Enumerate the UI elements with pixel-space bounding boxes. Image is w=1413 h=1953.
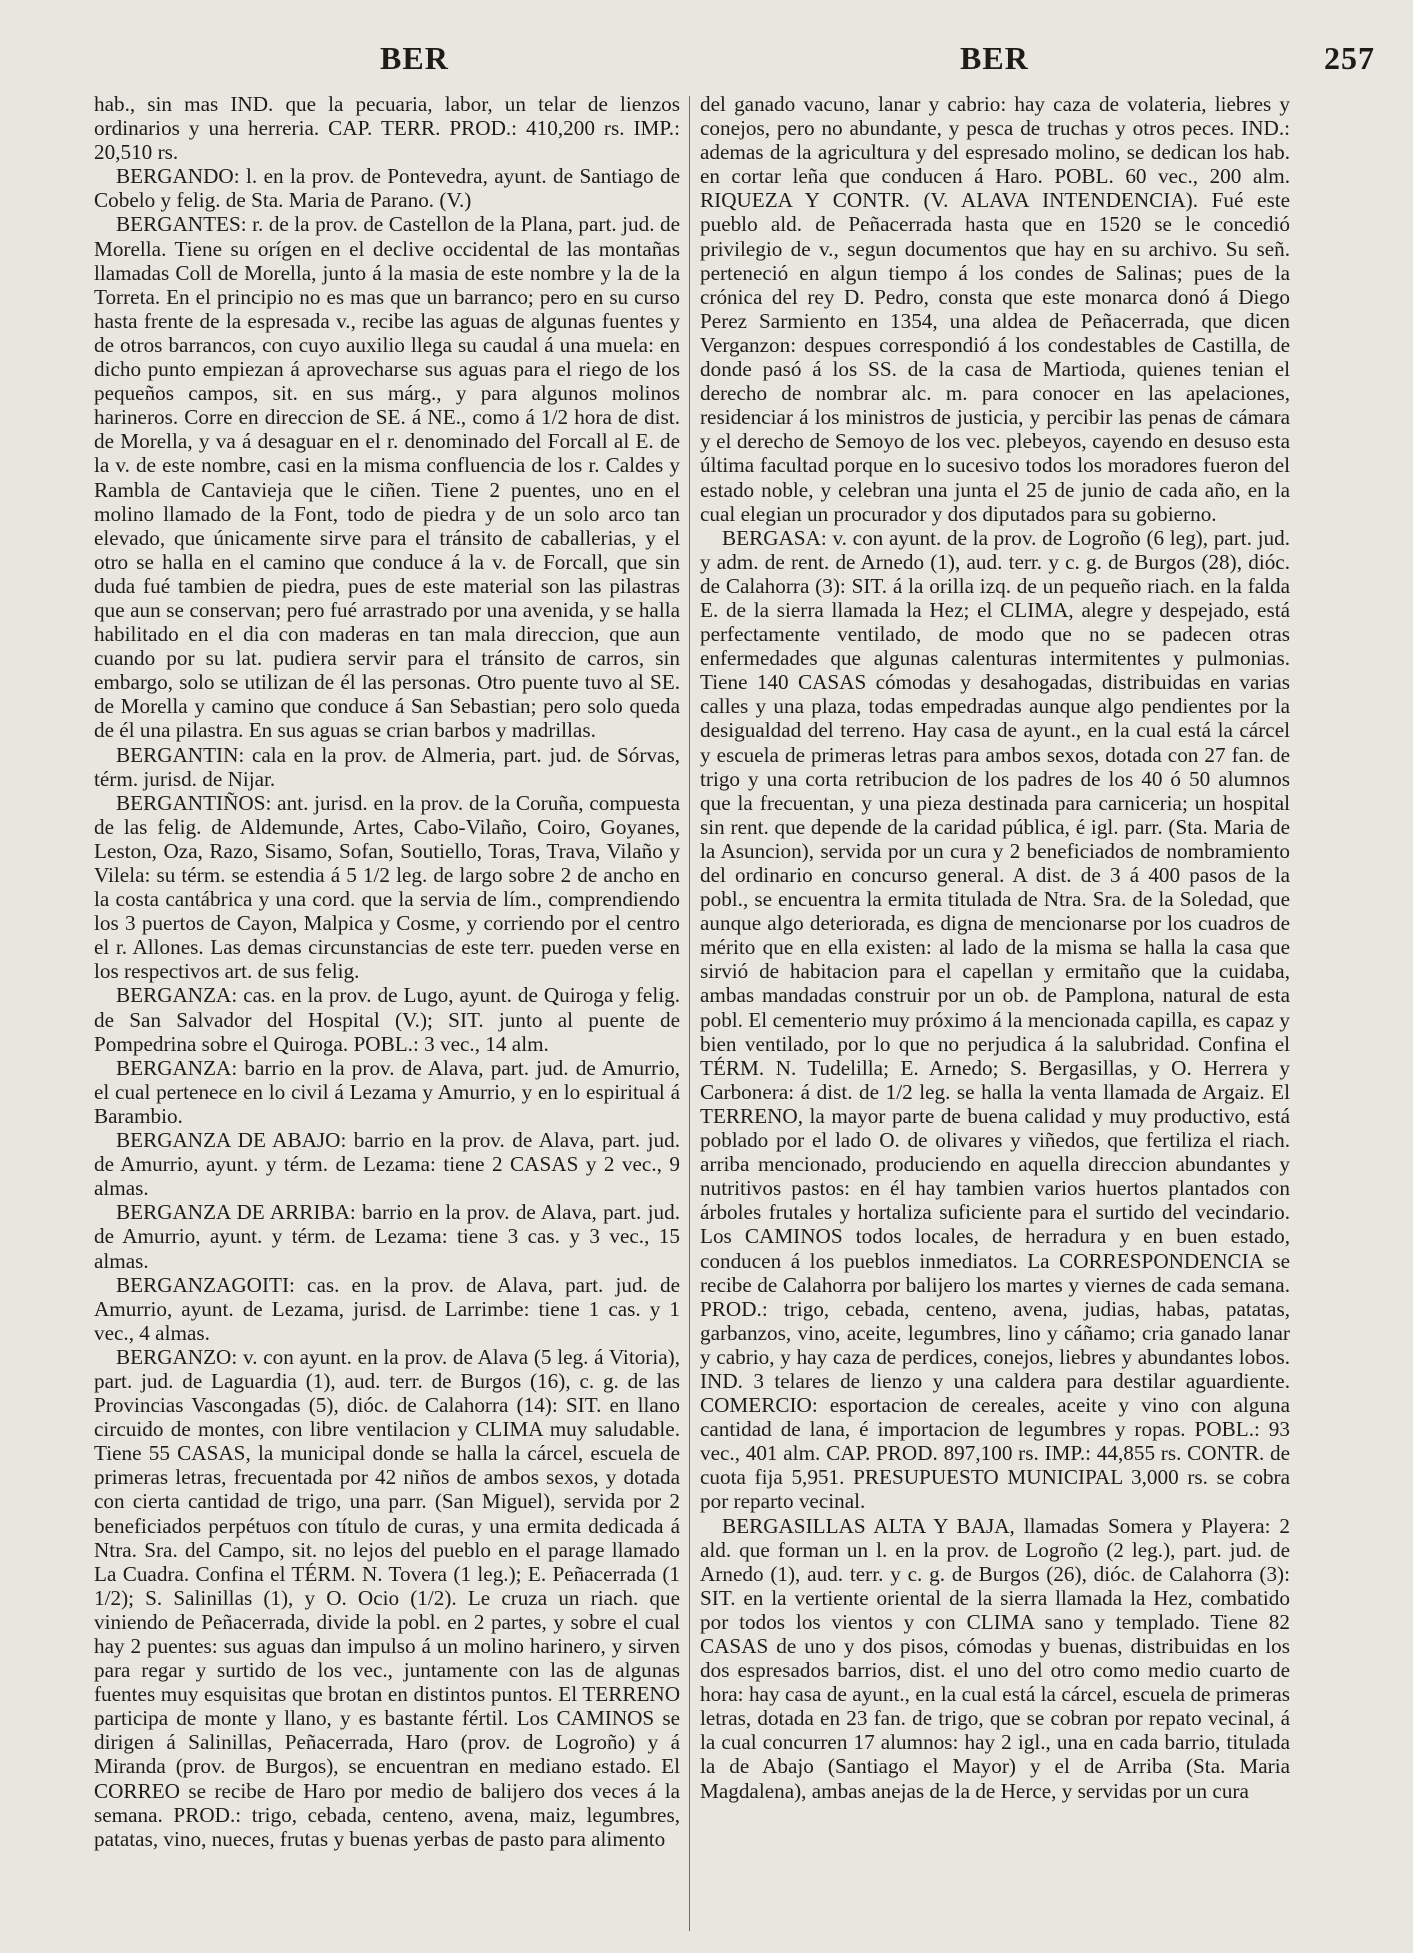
dictionary-entry: BERGASA: v. con ayunt. de la prov. de Logroño (6 leg), part. jud. y adm. de rent. de Arnedo (1), aud. terr. y c. g. de Burgos (28), dióc. de Calahorra (3): SIT. á la orilla izq. de un pequeño riach. en la falda E. de la sierra llamada la Hez; el CLIMA, alegre y despejado, está perfectamente ventilado, de modo que no se padecen otras enfermedades que algunas calenturas intermitentes y pulmonias. Tiene 140 CASAS cómodas y desahogadas, distribuidas en varias calles y una plaza, todas empedradas aunque algo pendientes por la desigualdad del terreno. Hay casa de ayunt., en la cual está la cárcel y escuela de primeras letras para ambos sexos, dotada con 27 fan. de trigo y una corta retribucion de los padres de los 40 ó 50 alumnos que la frecuentan, y una pieza destinada para carniceria; un hospital sin rent. que depende de la caridad pública, é igl. parr. (Sta. Maria de la Asuncion), servida por un cura y 2 beneficiados de nombramiento del ordinario en concurso general. A dist. de 3 á 400 pasos de la pobl., se encuentra la ermita titulada de Ntra. Sra. de la Soledad, que aunque algo deteriorada, es digna de mencionarse por los cuadros de mérito que en ella existen: al lado de la misma se halla la casa que sirvió de habitacion para el capellan y ermitaño que la cuidaba, ambas mandadas construir por un ob. de Pamplona, natural de esta pobl. El cementerio muy próximo á la mencionada capilla, es capaz y bien ventilado, por lo que no perjudica á la salubridad. Confina el TÉRM. N. Tudelilla; E. Arnedo; S. Bergasillas, y O. Herrera y Carbonera: á dist. de 1/2 leg. se halla la venta llamada de Argaiz. El TERRENO, la mayor parte de buena calidad y muy productivo, está poblado por el lado O. de olivares y viñedos, que fertiliza el riach. arriba mencionado, produciendo en aquella direccion abundantes y nutritivos pastos: en él hay tambien varios huertos plantados con árboles frutales y hortaliza suficiente para el surtido del vecindario. Los CAMINOS todos locales, de herradura y en buen estado, conducen á los pueblos inmediatos. La CORRESPONDENCIA se recibe de Calahorra por balijero los martes y viernes de cada semana. PROD.: trigo, cebada, centeno, avena, judias, habas, patatas, garbanzos, vino, aceite, legumbres, lino y cáñamo; cria ganado lanar y cabrio, y hay caza de perdices, conejos, liebres y abundantes lobos. IND. 3 telares de lienzo y una caldera para destilar aguardiente. COMERCIO: esportacion de cereales, aceite y vino con alguna cantidad de lana, é importacion de legumbres y ropas. POBL.: 93 vec., 401 alm. CAP. PROD. 897,100 rs. IMP.: 44,855 rs. CONTR. de cuota fija 5,951. PRESUPUESTO MUNICIPAL 3,000 rs. se cobra por reparto vecinal. xyxy=(700,525,1290,1514)
dictionary-entry: BERGANZA DE ABAJO: barrio en la prov. de Alava, part. jud. de Amurrio, ayunt. y térm. de Lezama: tiene 2 CASAS y 2 vec., 9 almas. xyxy=(94,1128,680,1201)
dictionary-entry: BERGANTES: r. de la prov. de Castellon de la Plana, part. jud. de Morella. Tiene su orígen en el declive occidental de las montañas llamadas Coll de Morella, junto á la masia de este nombre y la de la Torreta. En el principio no es mas que un barranco; pero en su curso hasta frente de la espresada v., recibe las aguas de algunas fuentes y de otros barrancos, con cuyo auxilio llega su caudal á una muela: en dicho punto empiezan á aprovecharse sus aguas para el riego de los pequeños campos, sit. en sus márg., y para algunos molinos harineros. Corre en direccion de SE. á NE., como á 1/2 hora de dist. de Morella, y va á desaguar en el r. denominado del Forcall al E. de la v. de este nombre, casi en la misma confluencia de los r. Caldes y Rambla de Cantavieja que le ciñen. Tiene 2 puentes, uno en el molino llamado de la Font, todo de piedra y de un solo arco tan elevado, que únicamente sirve para el tránsito de caballerias, y el otro se halla en el camino que conduce á la v. de Forcall, que sin duda fué tambien de piedra, pues de este material son las pilastras que aun se conservan; pero fué arrastrado por una avenida, y se halla habilitado en el dia con maderas en tan mala direccion, que aun cuando por su lat. pudiera servir para el tránsito de carros, sin embargo, solo se utilizan de él las personas. Otro puente tuvo al SE. de Morella y camino que conduce á San Sebastian; pero solo queda de él una pilastra. En sus aguas se crian barbos y madrillas. xyxy=(94,212,680,743)
dictionary-entry: BERGANZA DE ARRIBA: barrio en la prov. de Alava, part. jud. de Amurrio, ayunt. y térm. de Lezama: tiene 3 cas. y 3 vec., 15 almas. xyxy=(94,1200,680,1273)
entry-continuation: hab., sin mas IND. que la pecuaria, labor, un telar de lienzos ordinarios y una herreria. CAP. TERR. PROD.: 410,200 rs. IMP.: 20,510 rs. xyxy=(94,92,680,165)
right-column xyxy=(700,92,1290,1930)
dictionary-entry: BERGANZA: cas. en la prov. de Lugo, ayunt. de Quiroga y felig. de San Salvador del Hospital (V.); SIT. junto al puente de Pompedrina sobre el Quiroga. POBL.: 3 vec., 14 alm. xyxy=(94,983,680,1056)
left-column xyxy=(94,92,680,1930)
dictionary-entry: BERGASILLAS ALTA Y BAJA, llamadas Somera y Playera: 2 ald. que forman un l. en la prov. de Logroño (2 leg.), part. jud. de Arnedo (1), aud. terr. y c. g. de Burgos (26), dióc. de Calahorra (3): SIT. en la vertiente oriental de la sierra llamada la Hez, combatido por todos los vientos y con CLIMA sano y templado. Tiene 82 CASAS de uno y dos pisos, cómodas y buenas, distribuidas en los dos espresados barrios, dist. el uno del otro como medio cuarto de hora: hay casa de ayunt., en la cual está la cárcel, escuela de primeras letras, dotada en 23 fan. de trigo, que se cobran por repato vecinal, á la cual concurren 17 alumnos: hay 2 igl., una en cada barrio, titulada la de Abajo (Santiago el Mayor) y el de Arriba (Sta. Maria Magdalena), ambas anejas de la de Herce, y servidas por un cura xyxy=(700,1513,1290,1803)
dictionary-entry: BERGANDO: l. en la prov. de Pontevedra, ayunt. de Santiago de Cobelo y felig. de Sta. Maria de Parano. (V.) xyxy=(94,164,680,213)
entry-continuation: del ganado vacuno, lanar y cabrio: hay caza de volateria, liebres y conejos, pero no abundante, y pesca de truchas y otros peces. IND.: ademas de la agricultura y del espresado molino, se dedican los hab. en cortar leña que conducen á Haro. POBL. 60 vec., 200 alm. RIQUEZA Y CONTR. (V. ALAVA INTENDENCIA). Fué este pueblo ald. de Peñacerrada hasta que en 1520 se le concedió privilegio de v., segun documentos que hay en su archivo. Su señ. perteneció en algun tiempo á los condes de Salinas; pues de la crónica del rey D. Pedro, consta que este monarca donó á Diego Perez Sarmiento en 1354, una aldea de Peñacerrada, que dicen Verganzon: despues correspondió á los condestables de Castilla, de donde pasó á los SS. de la casa de Martioda, quienes tenian el derecho de nombrar alc. m. para conocer en las apelaciones, residenciar á los ministros de justicia, y percibir las penas de cámara y el derecho de Semoyo de los vec. plebeyos, cayendo en desuso esta última facultad porque en lo sucesivo todos los moradores fueron del estado noble, y celebran una junta el 25 de junio de cada año, en la cual elegian un procurador y dos diputados para su gobierno. xyxy=(700,92,1290,526)
dictionary-entry: BERGANTIN: cala en la prov. de Almeria, part. jud. de Sórvas, térm. jurisd. de Nijar. xyxy=(94,742,680,791)
dictionary-entry: BERGANTIÑOS: ant. jurisd. en la prov. de la Coruña, compuesta de las felig. de Aldemunde, Artes, Cabo-Vilaño, Coiro, Goyanes, Leston, Oza, Razo, Sisamo, Sofan, Soutiello, Toras, Trava, Vilaño y Vilela: su térm. se estendia á 5 1/2 leg. de largo sobre 2 de ancho en la costa cantábrica y una cord. que la servia de lím., comprendiendo los 3 puertos de Cayon, Malpica y Cosme, y corriendo por el centro el r. Allones. Las demas circunstancias de este terr. pueden verse en los respectivos art. de sus felig. xyxy=(94,790,680,984)
running-head-left: BER xyxy=(380,40,449,76)
running-head-right: BER xyxy=(960,40,1029,76)
page-number: 257 xyxy=(1324,40,1375,76)
dictionary-entry: BERGANZAGOITI: cas. en la prov. de Alava, part. jud. de Amurrio, ayunt. de Lezama, jurisd. de Larrimbe: tiene 1 cas. y 1 vec., 4 almas. xyxy=(94,1272,680,1345)
column-divider xyxy=(689,96,690,1931)
dictionary-entry: BERGANZO: v. con ayunt. en la prov. de Alava (5 leg. á Vitoria), part. jud. de Laguardia (1), aud. terr. de Burgos (16), c. g. de las Provincias Vascongadas (5), dióc. de Calahorra (14): SIT. en llano circuido de montes, con libre ventilacion y CLIMA muy saludable. Tiene 55 CASAS, la municipal donde se halla la cárcel, escuela de primeras letras, frecuentada por 42 niños de ambos sexos, y dotada con cierta cantidad de trigo, una parr. (San Miguel), servida por 2 beneficiados perpétuos con título de curas, y una ermita dedicada á Ntra. Sra. del Campo, sit. no lejos del pueblo en el parage llamado La Cuadra. Confina el TÉRM. N. Tovera (1 leg.); E. Peñacerrada (1 1/2); S. Salinillas (1), y O. Ocio (1/2). Le cruza un riach. que viniendo de Peñacerrada, divide la pobl. en 2 partes, y sobre el cual hay 2 puentes: sus aguas dan impulso á un molino harinero, y sirven para regar y surtido de los vec., juntamente con las de algunas fuentes muy esquisitas que brotan en distintos puntos. El TERRENO participa de monte y llano, y es bastante fértil. Los CAMINOS se dirigen á Salinillas, Peñacerrada, Haro (prov. de Logroño) y á Miranda (prov. de Burgos), se encuentran en mediano estado. El CORREO se recibe de Haro por medio de balijero dos veces á la semana. PROD.: trigo, cebada, centeno, avena, maiz, legumbres, patatas, vino, nueces, frutas y buenas yerbas de pasto para alimento xyxy=(94,1344,680,1851)
dictionary-entry: BERGANZA: barrio en la prov. de Alava, part. jud. de Amurrio, el cual pertenece en lo civil á Lezama y Amurrio, y en lo espiritual á Barambio. xyxy=(94,1055,680,1128)
